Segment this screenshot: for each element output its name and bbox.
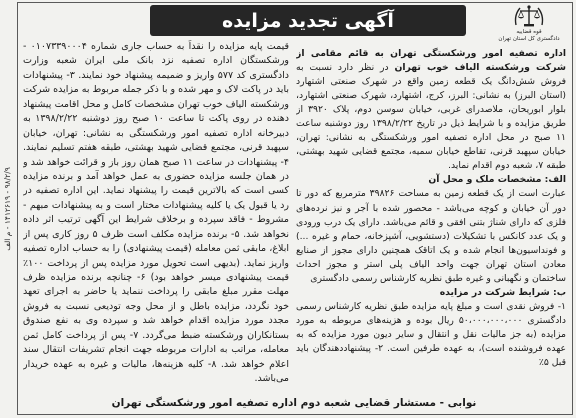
footer-signature: نوابی - مستشار قضایی شعبه دوم اداره تصفیه امور ورشکستگی تهران: [111, 397, 477, 409]
section-b: [296, 286, 566, 370]
section-a-text: عبارت است از یک قطعه زمین به مساحت ۳۹۸۲۶ مترمربع که دور تا دور آن خیابان و کوچه می‌باشد - محصور شده با آجر و نیز نرده‌های فلزی که دارای شناژ بتنی افقی و قائم می‌باشد. دارای یک درب ورودی و یک عدد کانکس با تشکیلات (دستشویی، آشپزخانه، حمام و غیره ...) و فونداسیون‌ها انجام شده و یک اتاقک همچنین دارای مجوز از صنایع معادن استان تهران جهت واحد الیاف پلی استر و مجوز احداث ساختمان و نگهبانی و غیره طبق نظریه کارشناس رسمی دادگستری: [296, 188, 566, 284]
judiciary-emblem-icon: [512, 3, 546, 29]
left-column: [23, 40, 289, 392]
header-banner: [150, 5, 466, 36]
intro-lead: اداره تصفیه امور ورشکستگی تهران به قائم مقامی از شرکت ورشکسته الیاف خوب تهران: [296, 48, 566, 74]
publication-reference: ۹۸/۲/۹ - ۱۴۱۲۶۱۹ - م الف: [3, 167, 12, 251]
judiciary-logo: [490, 3, 568, 45]
page-title: آگهی تجدید مزایده: [222, 9, 394, 32]
intro-text: در نظر دارد نسبت به فروش شش‌دانگ یک قطعه زمین واقع در شهرک صنعتی اشتهارد (استان البرز) به نشانی: البرز، کرج، اشتهارد، شهرک صنعتی اشتهارد، بلوار ابوریحان، ملاصدرای غربی، خیابان سوسن دوم، پلاک ۳۹۲۰ از طریق مزایده و با شرایط ذیل در تاریخ ۱۳۹۸/۲/۲۲ روز دوشنبه ساعت ۱۱ صبح در محل اداره تصفیه امور ورشکستگی به نشانی: تهران، خیابان سپهبد قرنی، تقاطع خیابان سمیه، مجتمع قضایی شهید بهشتی، طبقه ۷، شعبه دوم اقدام نماید.: [296, 62, 566, 172]
logo-caption-line-2: دادگستری کل استان تهران: [498, 36, 560, 42]
section-b-text: ۱- فروش نقدی است و مبلغ پایه مزایده طبق نظریه کارشناس رسمی دادگستری ۵۰،۰۰۰،۰۰۰،۰۰۰ ریال بوده و هزینه‌های مربوطه به مورد مزایده (به جز مالیات نقل و انتقال و سایر دیون مورد مزایده که به عهده فروشنده است)، به عهده طرفین است. ۲- پیشنهاددهندگان باید قبل ۵٪: [296, 300, 566, 369]
logo-caption-line-1: قوه قضاییه: [516, 29, 542, 35]
right-column: [296, 47, 566, 392]
section-a: [296, 173, 566, 285]
left-column-text: قیمت پایه مزایده را نقداً به حساب جاری شماره ۰۱۰۷۳۳۹۰۰۰۴ - ورشکستگان اداره تصفیه نزد بانک ملی ایران شعبه وزارت دادگستری کد ۵۷۷ واریز و ضمیمه پیشنهاد خود نمایند. ۳- پیشنهادات باید در پاکت لاک و مهر شده و با ذکر جمله مربوط به مزایده شرکت ورشکسته الیاف خوب تهران مشخصات کامل و محل اقامت پیشنهاد دهنده در روی پاکت تا ساعت ۱۰ صبح روز دوشنبه ۱۳۹۸/۲/۲۲ به دبیرخانه اداره تصفیه امور ورشکستگی به نشانی: تهران، خیابان سپهبد قرنی، مجتمع قضایی شهید بهشتی، طبقه هفتم تسلیم نمایند. ۴- پیشنهادات در ساعت ۱۱ صبح همان روز باز و قرائت خواهد شد و در همان جلسه مزایده حضوری به عمل خواهد آمد و برنده مزایده کسی است که بالاترین قیمت را پیشنهاد نماید. این اداره تصفیه در رد یا قبول یک یا کلیه پیشنهادات مختار است و به پیشنهادات مبهم - مشروط - فاقد سپرده و برخلاف شرایط این آگهی ترتیب اثر داده نخواهد شد. ۵- برنده مزایده مکلف است ظرف ۵ روز کاری پس از ابلاغ، مابقی ثمن معامله (قیمت پیشنهادی) را به حساب اداره تصفیه واریز نماید. (بدیهی است تحویل مورد مزایده پس از پرداخت ۱۰۰٪ قیمت پیشنهادی میسر خواهد بود) ۶- چنانچه برنده مزایده ظرف مهلت مقرر مبلغ مابقی را پرداخت ننماید یا حاضر به اجرای تعهد خود نگردد، مزایده باطل و از محل وجه تودیعی نسبت به فروش مجدد مورد مزایده اقدام خواهد شد و سپرده وی به نفع صندوق بستانکاران ورشکسته ضبط می‌گردد. ۷- پس از پرداخت کامل ثمن معامله، مراتب به ادارات مربوطه جهت انجام تشریفات انتقال سند اعلام خواهد شد. ۸- کلیه هزینه‌ها، مالیات و غیره به عهده خریدار می‌باشد.: [23, 41, 289, 385]
section-a-title: الف: مشخصات ملک و محل آن: [428, 174, 566, 186]
section-b-title: ب: شرایط شرکت در مزایده: [439, 286, 566, 298]
intro-paragraph: [296, 47, 566, 173]
